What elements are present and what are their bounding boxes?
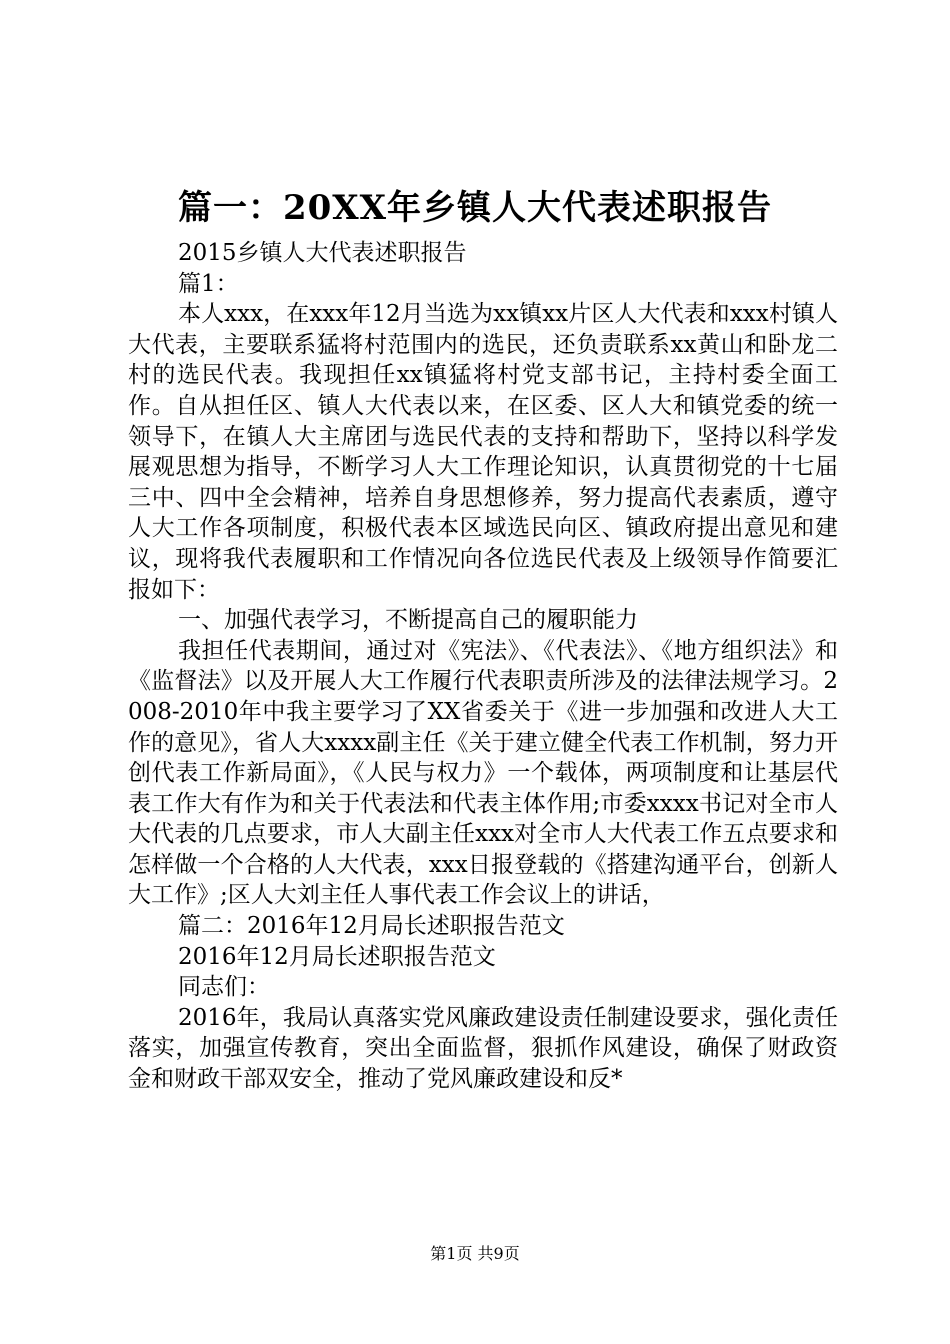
paragraph-subheading: 一、加强代表学习，不断提高自己的履职能力 — [178, 607, 638, 634]
paragraph-salutation: 同志们： — [178, 974, 270, 1001]
paragraph-intro: 本人xxx，在xxx年12月当选为xx镇xx片区人大代表和xxx村镇人大代表，主要联系猛将村范围内的选民，还负责联系xx黄山和卧龙二村的选民代表。我现担任xx镇猛将村党支部书记，主持村委全面工作。自从担任区、镇人大代表以来，在区委、区人大和镇党委的统一领导下，在镇人大主席团与选民代表的支持和帮助下，坚持以科学发展观思想为指导，不断学习人大工作理论知识，认真贯彻党的十七届三中、四中全会精神，培养自身思想修养，努力提高代表素质，遵守人大工作各项制度，积极代表本区域选民向区、镇政府提出意见和建议，现将我代表履职和工作情况向各位选民代表及上级领导作简要汇报如下： — [128, 301, 838, 603]
document-title: 篇一：20XX年乡镇人大代表述职报告 — [177, 188, 773, 228]
paragraph-study: 我担任代表期间，通过对《宪法》、《代表法》、《地方组织法》和《监督法》以及开展人大工作履行代表职责所涉及的法律法规学习。2008-2010年中我主要学习了XX省委关于《进一步加强和改进人大工作的意见》，省人大xxxx副主任《关于建立健全代表工作机制，努力开创代表工作新局面》，《人民与权力》一个载体，两项制度和让基层代表工作大有作为和关于代表法和代表主体作用;市委xxxx书记对全市人大代表的几点要求，市人大副主任xxx对全市人大代表工作五点要求和怎样做一个合格的人大代表，xxx日报登载的《搭建沟通平台，创新人大工作》;区人大刘主任人事代表工作会议上的讲话， — [128, 637, 838, 909]
paragraph-heading: 2015乡镇人大代表述职报告 — [178, 240, 467, 266]
page-number-footer: 第1页 共9页 — [430, 1244, 520, 1263]
document-body — [128, 238, 838, 1095]
paragraph-part-two-body: 2016年，我局认真落实党风廉政建设责任制建设要求，强化责任落实，加强宣传教育，突出全面监督，狠抓作风建设，确保了财政资金和财政干部双安全，推动了党风廉政建设和反* — [128, 1004, 838, 1093]
paragraph-section-label: 篇1： — [178, 270, 239, 297]
paragraph-part-two-heading: 2016年12月局长述职报告范文 — [178, 943, 496, 970]
paragraph-part-two-title: 篇二：2016年12月局长述职报告范文 — [178, 913, 565, 940]
